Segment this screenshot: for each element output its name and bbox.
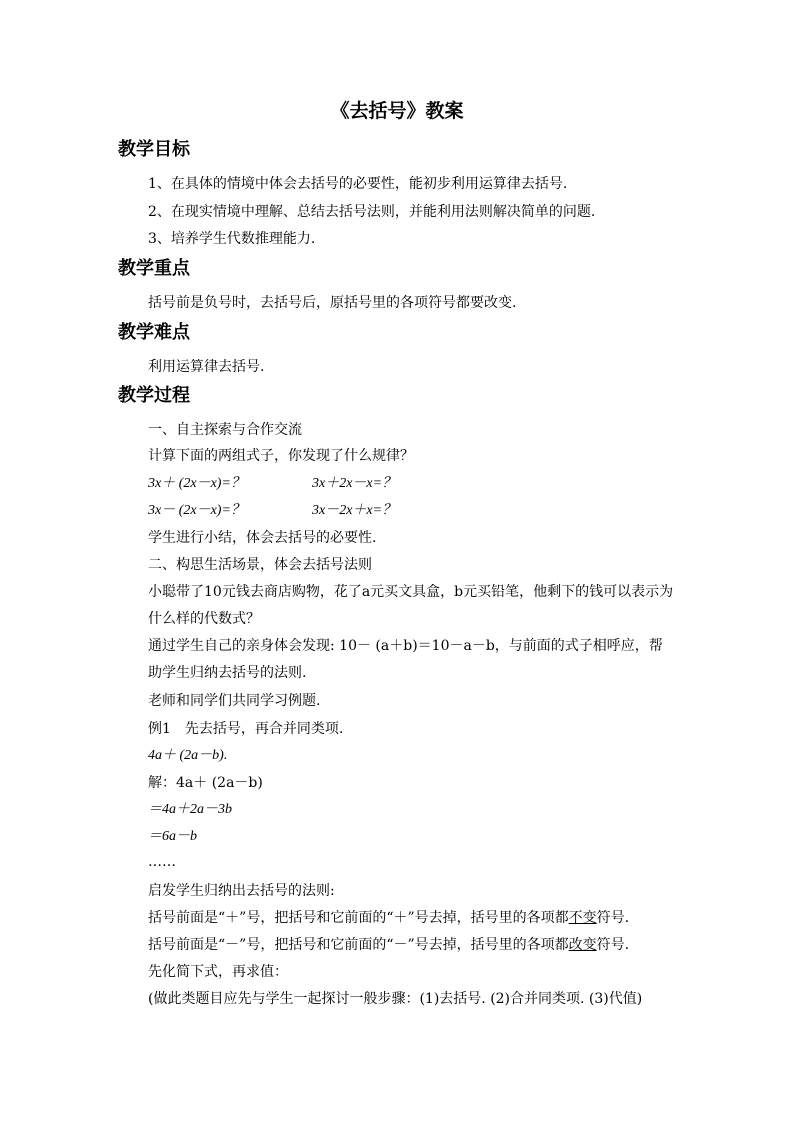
induce-text: 启发学生归纳出去括号的法则:	[148, 883, 335, 899]
step-2-title: 二、构思生活场景，体会去括号法则	[148, 557, 372, 573]
solution-line-3: ＝6a－b	[148, 829, 197, 844]
rule-minus-end: 符号.	[596, 937, 630, 953]
ellipsis: ……	[148, 854, 176, 870]
step-1-title: 一、自主探索与合作交流	[148, 422, 302, 438]
goal-item-3: 3、培养学生代数推理能力.	[148, 231, 316, 247]
heading-teaching-process: 教学过程	[118, 385, 190, 406]
story-paragraph: 小聪带了10元钱去商店购物，花了a元买文具盒，b元买铅笔，他剩下的钱可以表示为什么样的代数式？	[148, 584, 674, 627]
example-title: 例1 先去括号，再合并同类项.	[148, 721, 344, 737]
difficulty-text: 利用运算律去括号.	[148, 359, 265, 375]
expression-2b: 3x－2x＋x=？	[312, 503, 397, 518]
heading-difficulty: 教学难点	[118, 322, 190, 343]
document-title: 《去括号》教案	[330, 100, 464, 122]
expression-1b: 3x＋2x－x=？	[312, 476, 397, 491]
key-point-text: 括号前是负号时，去括号后，原括号里的各项符号都要改变.	[148, 295, 517, 311]
rule-plus	[148, 908, 629, 928]
simplify-text: 先化简下式，再求值：	[148, 964, 288, 980]
expression-2a: 3x－ (2x－x)=？	[148, 503, 245, 518]
solution-line-1: 解：4a＋ (2a－b)	[148, 775, 263, 791]
rule-plus-end: 符号.	[596, 910, 630, 926]
rule-plus-text: 括号前面是“＋”号，把括号和它前面的“＋”号去掉，括号里的各项都	[148, 910, 569, 926]
rule-plus-underlined: 不变	[568, 910, 597, 926]
heading-teaching-goals: 教学目标	[118, 139, 190, 160]
steps-note: (做此类题目应先与学生一起探讨一般步骤：(1)去括号. (2)合并同类项. (3)代值)	[148, 991, 643, 1007]
discovery-paragraph: 通过学生自己的亲身体会发现: 10－ (a＋b)＝10－a－b，与前面的式子相呼应，帮助学生归纳去括号的法则.	[148, 638, 663, 681]
summary-text: 学生进行小结，体会去括号的必要性.	[148, 530, 377, 546]
expression-1a: 3x＋ (2x－x)=？	[148, 476, 245, 491]
goal-item-1: 1、在具体的情境中体会去括号的必要性，能初步利用运算律去括号.	[148, 176, 568, 192]
example-expression: 4a＋ (2a－b).	[148, 748, 228, 763]
goal-item-2: 2、在现实情境中理解、总结去括号法则，并能利用法则解决简单的问题.	[148, 204, 596, 220]
solution-line-2: ＝4a＋2a－3b	[148, 802, 232, 817]
heading-key-point: 教学重点	[118, 258, 190, 279]
rule-minus-text: 括号前面是“－”号，把括号和它前面的“－”号去掉，括号里的各项都	[148, 937, 569, 953]
rule-minus-underlined: 改变	[568, 937, 597, 953]
rule-minus	[148, 935, 629, 955]
together-text: 老师和同学们共同学习例题.	[148, 693, 321, 709]
calc-prompt: 计算下面的两组式子，你发现了什么规律？	[148, 448, 414, 464]
